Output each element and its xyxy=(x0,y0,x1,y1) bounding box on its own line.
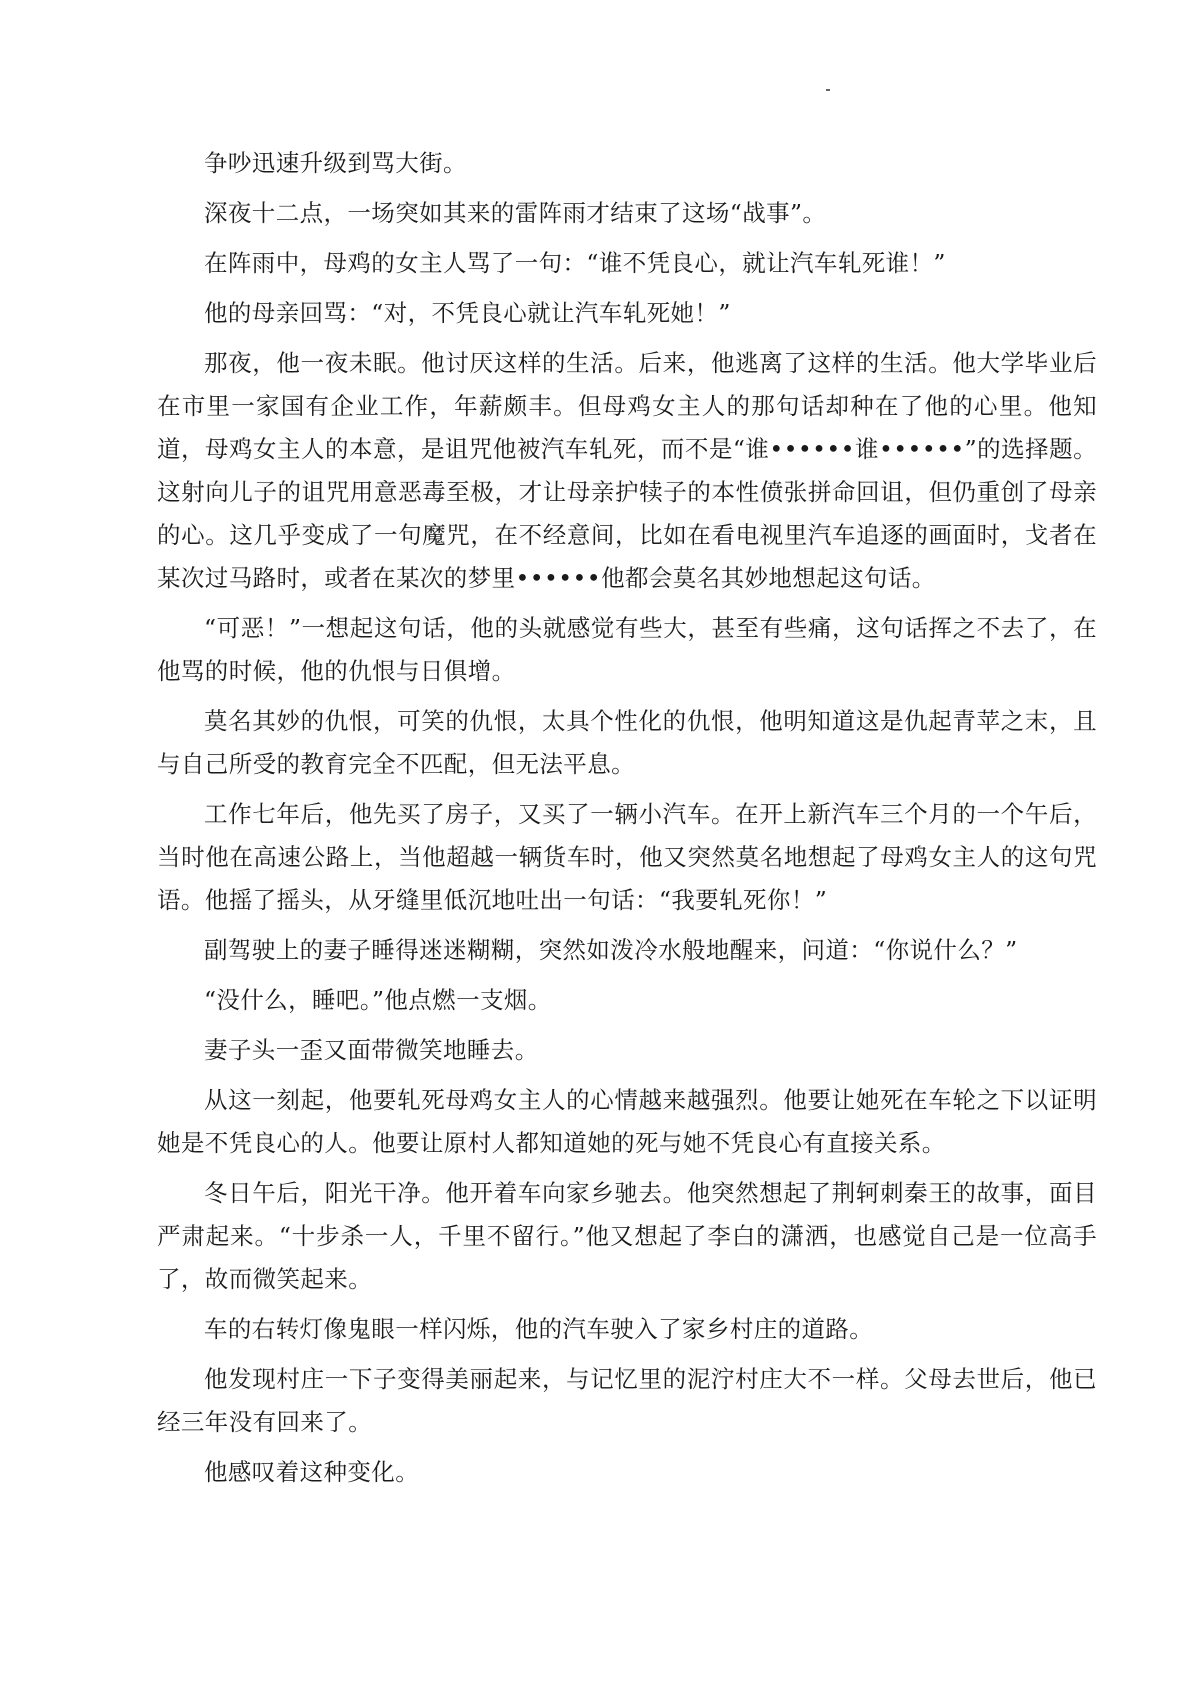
paragraph: 争吵迅速升级到骂大街。 xyxy=(204,149,467,177)
paragraph: 在阵雨中，母鸡的女主人骂了一句：“谁不凭良心，就让汽车轧死谁！” xyxy=(204,249,946,277)
scan-mark xyxy=(826,89,830,91)
paragraph: 那夜，他一夜未眠。他讨厌这样的生活。后来，他逃离了这样的生活。他大学毕业后在市里一家国有企业工作，年薪颇丰。但母鸡女主人的那句话却种在了他的心里。他知道，母鸡女主人的本意，是诅咒他被汽车轧死，而不是“谁••••••谁••••••”的选择题。这射向儿子的诅咒用意恶毒至极，才让母亲护犊子的本性偾张拼命回诅，但仍重创了母亲的心。这几乎变成了一句魔咒，在不经意间，比如在看电视里汽车追逐的画面时，戈者在某次过马路时，或者在某次的梦里••••••他都会莫名其妙地想起这句话。 xyxy=(157,349,1097,592)
paragraph: 他的母亲回骂：“对，不凭良心就让汽车轧死她！” xyxy=(204,299,731,327)
paragraph: 深夜十二点，一场突如其来的雷阵雨才结束了这场“战事”。 xyxy=(204,199,827,227)
paragraph: “没什么，睡吧。”他点燃一支烟。 xyxy=(204,986,552,1014)
paragraph: 工作七年后，他先买了房子，又买了一辆小汽车。在开上新汽车三个月的一个午后，当时他在高速公路上，当他超越一辆货车时，他又突然莫名地想起了母鸡女主人的这句咒语。他摇了摇头，从牙缝里低沉地吐出一句话：“我要轧死你！” xyxy=(157,800,1097,914)
paragraph: “可恶！”一想起这句话，他的头就感觉有些大，甚至有些痛，这句话挥之不去了，在他骂的时候，他的仇恨与日俱增。 xyxy=(157,614,1097,685)
paragraph: 从这一刻起，他要轧死母鸡女主人的心情越来越强烈。他要让她死在车轮之下以证明她是不凭良心的人。他要让原村人都知道她的死与她不凭良心有直接关系。 xyxy=(157,1086,1097,1157)
paragraph: 莫名其妙的仇恨，可笑的仇恨，太具个性化的仇恨，他明知道这是仇起青苹之末，且与自己所受的教育完全不匹配，但无法平息。 xyxy=(157,707,1097,778)
paragraph: 他发现村庄一下子变得美丽起来，与记忆里的泥泞村庄大不一样。父母去世后，他已经三年没有回来了。 xyxy=(157,1365,1097,1436)
story-text xyxy=(157,142,1097,1501)
paragraph: 妻子头一歪又面带微笑地睡去。 xyxy=(204,1036,539,1064)
paragraph: 他感叹着这种变化。 xyxy=(204,1458,420,1486)
paragraph: 车的右转灯像鬼眼一样闪烁，他的汽车驶入了家乡村庄的道路。 xyxy=(204,1315,874,1343)
paragraph: 副驾驶上的妻子睡得迷迷糊糊，突然如泼冷水般地醒来，问道：“你说什么？” xyxy=(204,936,1018,964)
paragraph: 冬日午后，阳光干净。他开着车向家乡驰去。他突然想起了荆轲刺秦王的故事，面目严肃起来。“十步杀一人，千里不留行。”他又想起了李白的潇洒，也感觉自己是一位高手了，故而微笑起来。 xyxy=(157,1179,1097,1293)
